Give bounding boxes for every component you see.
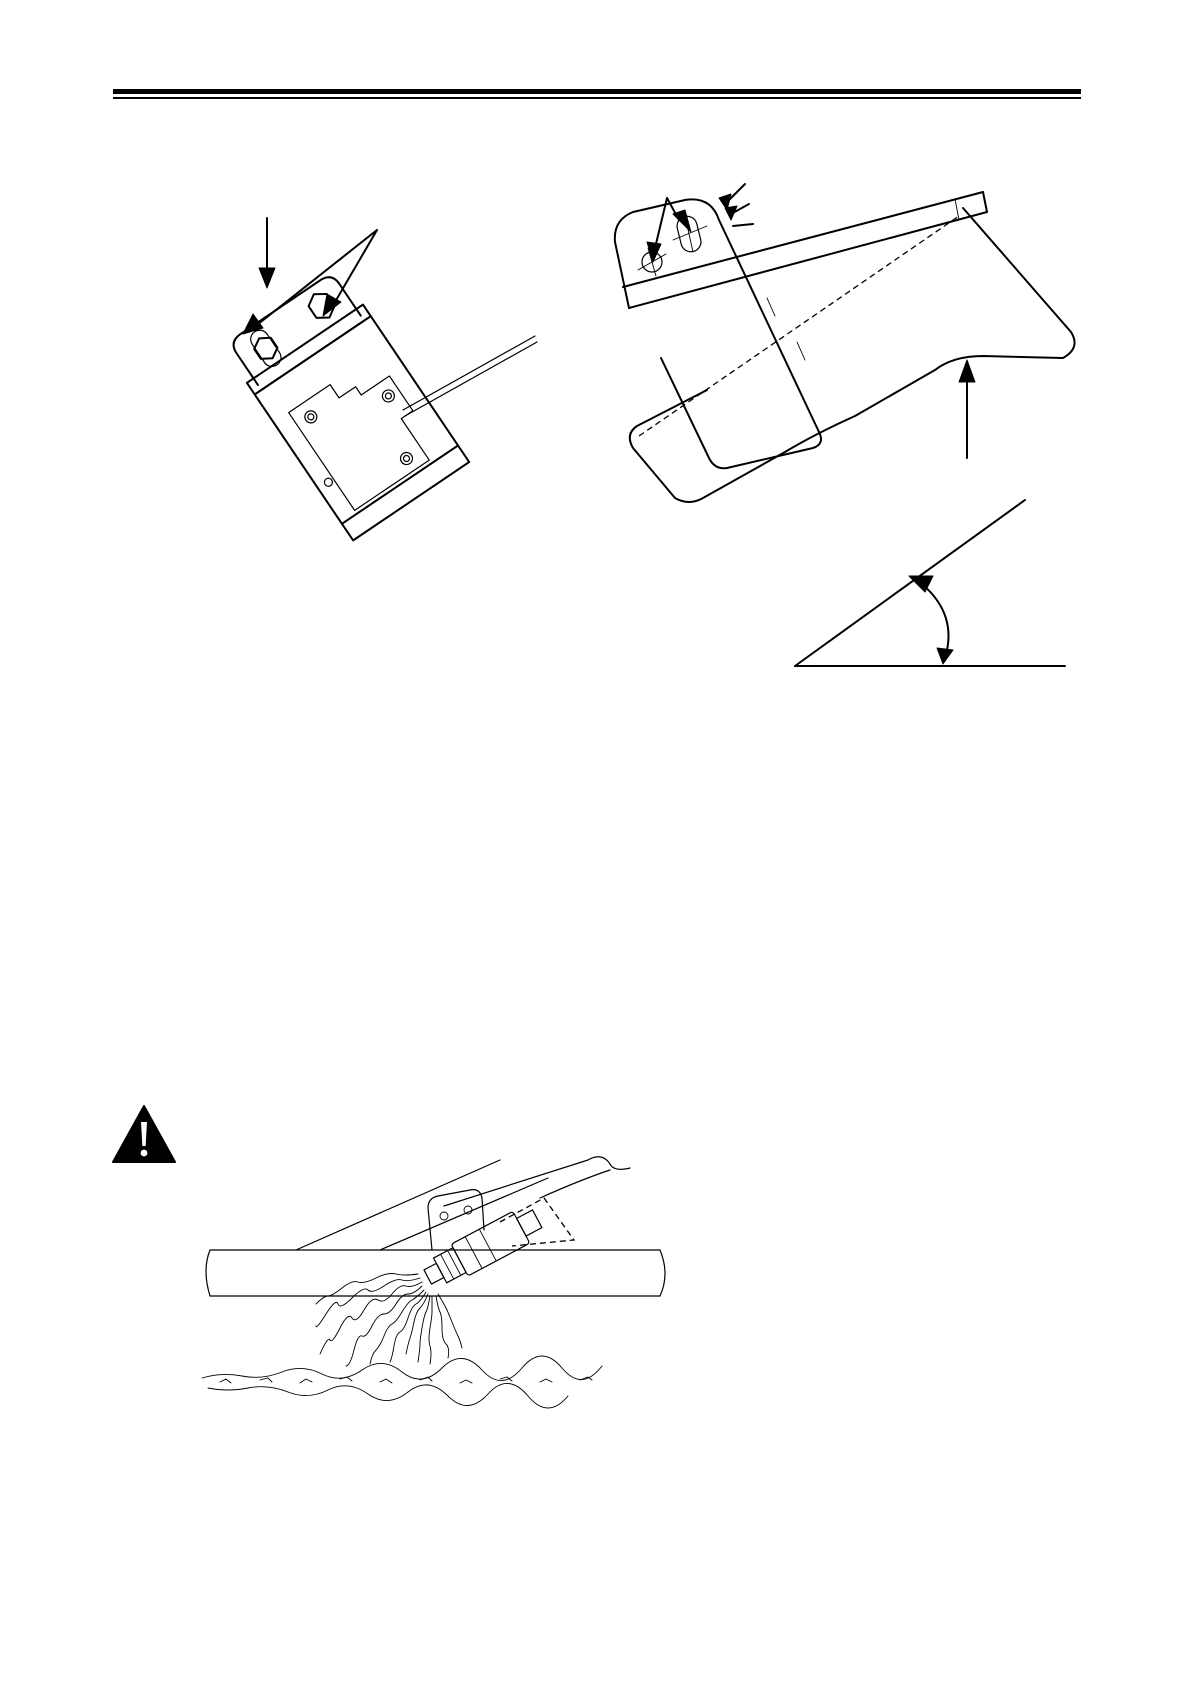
sensor-cable	[540, 1170, 610, 1198]
ground-surface-top	[202, 1356, 602, 1381]
angle-arc-arrowhead-bottom	[937, 648, 953, 664]
boom-nozzle-spray-drawing	[200, 1150, 670, 1410]
bracket-screw-1	[440, 1212, 448, 1220]
pipe-break-left	[206, 1250, 210, 1296]
hidden-edge-dashed	[639, 216, 959, 436]
bracket-assembly	[222, 268, 469, 540]
warning-triangle-icon	[111, 1104, 177, 1164]
bolt-leader-right	[335, 230, 377, 302]
slot-hole	[247, 327, 284, 370]
screw-3-center	[402, 454, 410, 462]
housing-reference-arrowhead	[959, 360, 975, 382]
angle-inclined-line	[795, 500, 1025, 666]
circuit-plate-outline	[289, 354, 441, 510]
arm-bar-bottom	[629, 212, 987, 308]
housing-base-line	[342, 445, 458, 523]
reference-arrowhead	[259, 268, 275, 288]
nozzle-body	[419, 1203, 545, 1293]
sensor-bracket-side-drawing	[615, 180, 1075, 680]
header-rule-thin	[113, 97, 1081, 99]
boom-nozzle-spray-figure	[200, 1150, 670, 1410]
sensor-cable-upper	[403, 336, 535, 410]
screw-3	[398, 450, 415, 467]
sensor-housing-top-edge	[637, 390, 707, 426]
boom-arm-upper-right	[444, 1160, 588, 1206]
hex-bolt-left	[251, 333, 281, 364]
hole-leader-right-arrowhead	[673, 210, 691, 232]
ground-surface-bottom	[208, 1383, 568, 1408]
boom-arm-top	[296, 1160, 500, 1250]
arm-bar-top	[623, 192, 983, 287]
boom-arm-lower	[380, 1178, 548, 1250]
arm-bar-notch	[955, 199, 959, 220]
header-rule-thick	[113, 89, 1081, 94]
arm-bar-end	[983, 192, 987, 212]
hex-bolt-right	[305, 288, 339, 324]
screw-2-center	[384, 392, 392, 400]
edge-pointer-2-head	[725, 206, 737, 220]
sensor-cable-lower	[405, 342, 537, 416]
edge-pointer-3	[733, 224, 753, 226]
sensor-bracket-front-drawing	[205, 210, 525, 590]
angle-arc	[917, 580, 949, 658]
screw-1	[303, 409, 320, 426]
spray-pattern	[316, 1274, 462, 1367]
sensor-housing	[255, 316, 469, 540]
bracket-fold-mark	[767, 298, 775, 316]
pipe-break-right	[660, 1250, 665, 1296]
bracket-side-plate	[615, 199, 821, 468]
bracket-fold-mark-2	[797, 342, 805, 360]
screw-1-center	[307, 413, 315, 421]
indicator-led	[323, 477, 334, 488]
boom-arm-break	[588, 1157, 630, 1170]
sensor-bracket-side-figure	[615, 180, 1075, 680]
sensor-housing-body	[630, 208, 1075, 502]
screw-2	[380, 388, 397, 405]
ground-texture	[220, 1377, 592, 1383]
sensor-bracket-front-figure	[205, 210, 525, 590]
bracket-hidden-outline	[500, 1198, 574, 1246]
